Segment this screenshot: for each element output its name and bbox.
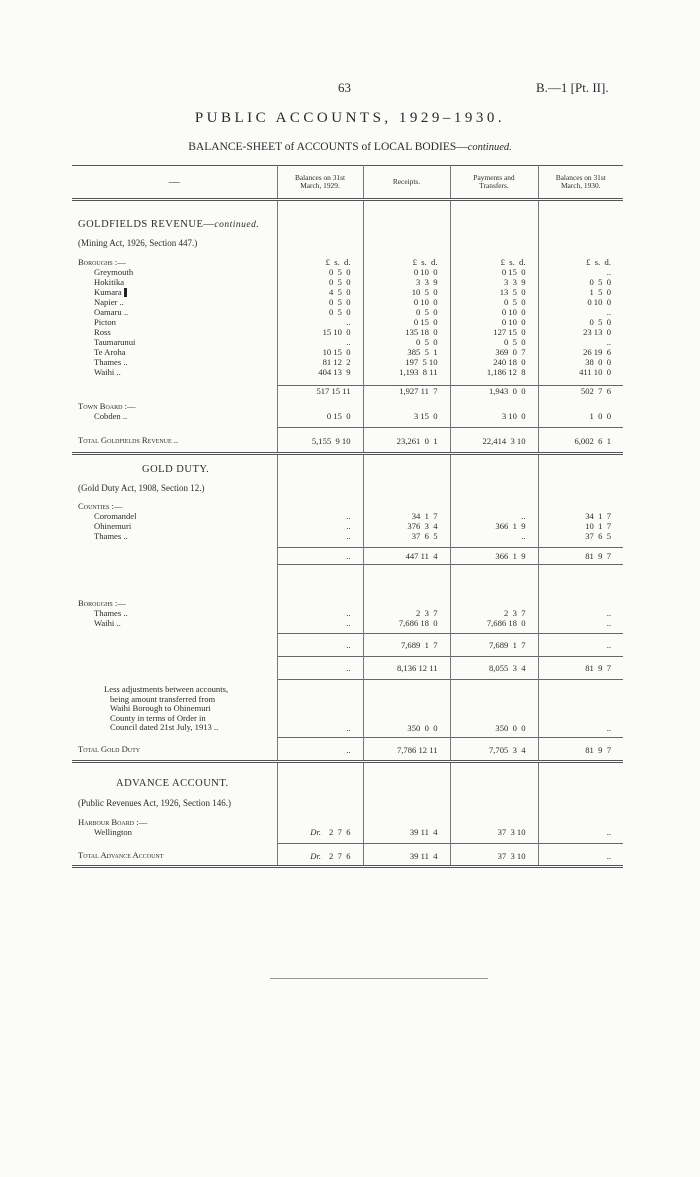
table-row [72,337,623,347]
amount-cell-2: 0 10 0 [363,267,450,277]
amount-cell-4: .. [606,618,611,629]
row-label [72,737,277,761]
amount-cell-2: 10 5 0 [363,287,450,298]
amount-cell-4: .. [538,633,623,656]
town-board-label: Town Board :— [72,401,277,411]
total-row [72,427,623,453]
amount-cell-3: 369 0 7 [450,347,538,357]
balance-sheet-table [72,165,623,868]
row-label [72,827,277,837]
adjustment-row [72,679,623,737]
table-row [72,357,623,367]
page-title: PUBLIC ACCOUNTS, 1929–1930. [194,110,506,126]
page-subtitle [0,141,700,153]
amount-cell-3: 240 18 0 [450,357,538,367]
row-label [72,347,277,357]
table-row [72,827,623,837]
advance-heading-row [72,779,623,789]
row-label [72,267,277,277]
row-label-text: Te Aroha [94,347,126,358]
adjustment-line: County in terms of Order in [110,712,206,723]
lsd-header: £ s. d. [363,257,450,267]
row-label-text: Ross [94,327,111,338]
amount-cell-1: .. [277,608,363,618]
amount-cell-3: 37 3 10 [450,843,538,866]
row-label-text: Total Gold Duty [78,744,141,754]
advance-act-row [72,798,623,808]
row-label-text: Napier .. [94,297,124,308]
amount-cell-4: 6,002 6 1 [538,427,623,453]
amount-cell-1: 0 5 0 [277,267,363,277]
amount-cell-2: 1,927 11 7 [363,385,450,397]
debit-prefix: Dr. [310,827,322,837]
table-row [72,367,623,377]
amount-value: 2 7 6 [329,827,351,837]
column-header-balances-1930: Balances on 31st March, 1930. [538,166,623,200]
goldfields-heading-continued: continued. [214,219,260,230]
amount-cell-1 [277,827,363,837]
amount-cell-4: 81 9 7 [538,656,623,679]
amount-cell-3: 13 5 0 [450,287,538,298]
amount-cell-1: .. [277,531,363,541]
table-row [72,531,623,541]
gold-duty-act-row [72,483,623,493]
amount-cell-3: .. [450,511,538,521]
row-label [72,287,277,298]
adjustment-line: Waihi Borough to Ohinemuri [110,703,211,714]
row-label [72,297,277,307]
lsd-header: £ s. d. [277,257,363,267]
row-label [72,843,277,866]
table-row [72,347,623,357]
counties-label-row [72,501,623,511]
table-row [72,267,623,277]
page-number: 63 [338,80,351,95]
amount-cell-1: .. [277,337,363,347]
amount-cell-4: 38 0 0 [585,357,611,368]
boroughs-label: Boroughs :— [72,257,277,267]
amount-cell-3: 37 3 10 [450,827,538,837]
amount-cell-1: .. [277,618,363,628]
document-reference: B.—1 [Pt. II]. [536,80,609,95]
adjustment-line: Less adjustments between accounts, [104,684,229,695]
amount-cell-2: 37 6 5 [363,531,450,541]
amount-cell-1: .. [277,656,363,679]
amount-cell-2: 0 15 0 [363,317,450,327]
column-header-payments: Payments and Transfers. [450,166,538,200]
amount-cell-4: .. [538,679,623,737]
amount-cell-3: 350 0 0 [450,679,538,737]
table-row [72,618,623,628]
gold-duty-boroughs-label-row [72,598,623,608]
table-row [72,411,623,421]
amount-cell-2: 350 0 0 [363,679,450,737]
table-row [72,317,623,327]
amount-cell-1: 5,155 9 10 [277,427,363,453]
row-label [72,327,277,337]
row-label [72,357,277,367]
amount-cell-2: 34 1 7 [363,511,450,521]
row-label-text: Waihi .. [94,367,121,378]
amount-cell-1 [277,843,363,866]
amount-cell-2: 3 3 9 [363,277,450,287]
column-header-receipts: Receipts. [363,166,450,200]
row-label [72,633,277,656]
amount-cell-4: 81 9 7 [538,547,623,564]
amount-cell-1: 4 5 0 [277,287,363,298]
table-row [72,608,623,618]
row-label [72,367,277,377]
amount-cell-3: 8,055 3 4 [450,656,538,679]
amount-cell-1: .. [277,521,363,531]
advance-act: (Public Revenues Act, 1926, Section 146.) [72,798,277,808]
amount-cell-4: 502 7 6 [538,385,623,397]
table-row [72,277,623,287]
amount-cell-2: 0 5 0 [363,337,450,347]
amount-cell-4: 26 19 6 [583,347,611,358]
amount-cell-4: .. [538,843,623,866]
amount-cell-3: 0 5 0 [450,337,538,347]
amount-cell-2: 0 5 0 [363,307,450,317]
row-label-text: Taumarunui [94,337,136,348]
row-label [72,656,277,679]
gold-duty-heading-row [72,465,623,475]
amount-cell-2: 3 15 0 [363,411,450,421]
row-label-text: Total Goldfields Revenue .. [78,435,179,446]
amount-cell-4: 0 10 0 [587,297,611,308]
row-label-text: Thames .. [94,608,128,619]
amount-cell-4: .. [606,608,611,619]
row-label [72,337,277,347]
table-row [72,307,623,317]
amount-cell-4: 1 0 0 [589,411,611,422]
amount-cell-3: 0 5 0 [450,297,538,307]
amount-cell-4: .. [606,307,611,318]
amount-cell-4: 0 5 0 [589,317,611,328]
amount-cell-1: .. [277,679,363,737]
amount-cell-2: 7,689 1 7 [363,633,450,656]
adjustment-line: Council dated 21st July, 1913 .. [110,722,219,733]
amount-cell-1: .. [277,633,363,656]
amount-cell-3: 366 1 9 [450,547,538,564]
goldfields-heading-text: GOLDFIELDS REVENUE— [78,218,215,230]
gold-duty-heading: GOLD DUTY. [72,465,277,475]
row-label [72,277,277,287]
amount-cell-2: 7,786 12 11 [363,737,450,761]
adjustment-line: being amount transferred from [110,693,216,704]
row-label [72,521,277,531]
amount-cell-4: 37 6 5 [585,531,611,542]
amount-cell-1: 0 5 0 [277,307,363,317]
amount-cell-3: .. [450,531,538,541]
amount-cell-4: 23 13 0 [583,327,611,338]
town-board-label-row [72,401,623,411]
amount-cell-2: 23,261 0 1 [363,427,450,453]
amount-cell-1: .. [277,737,363,761]
row-label-text: Waihi .. [94,618,121,629]
row-label-text: Total Advance Account [78,850,164,860]
amount-cell-1: .. [277,317,363,327]
goldfields-heading [72,220,277,230]
gold-duty-boroughs-label: Boroughs :— [72,598,277,608]
amount-cell-2: 8,136 12 11 [363,656,450,679]
adjustment-description [72,679,277,737]
column-header-balances-1929: Balances on 31st March, 1929. [277,166,363,200]
amount-cell-3: 1,186 12 8 [450,367,538,377]
row-label-text: Cobden .. [94,411,128,422]
harbour-board-label: Harbour Board :— [72,817,277,827]
amount-cell-2: 376 3 4 [363,521,450,531]
amount-cell-2: 39 11 4 [363,827,450,837]
amount-cell-1: .. [277,547,363,564]
amount-cell-2: 385 5 1 [363,347,450,357]
table-row [72,297,623,307]
subtotal-row [72,547,623,564]
debit-prefix: Dr. [310,850,322,861]
amount-cell-4: 411 10 0 [579,367,611,378]
amount-cell-1: 0 5 0 [277,277,363,287]
amount-cell-2: 2 3 7 [363,608,450,618]
table-row [72,287,623,298]
row-label-text: Thames .. [94,357,128,368]
goldfields-act: (Mining Act, 1926, Section 447.) [72,238,277,248]
amount-cell-4: .. [606,337,611,348]
amount-cell-1: 10 15 0 [277,347,363,357]
amount-cell-3: 7,705 3 4 [450,737,538,761]
amount-cell-4: 10 1 7 [585,521,611,532]
amount-cell-4: 0 5 0 [589,276,611,287]
amount-cell-3: 22,414 3 10 [450,427,538,453]
ink-mark [124,288,127,297]
row-label [72,307,277,317]
total-row [72,737,623,761]
subtotal-row [72,385,623,397]
row-label [72,531,277,541]
row-label-text: Hokitika [94,276,125,287]
table-row [72,327,623,337]
row-label-text: Coromandel [94,511,137,522]
lsd-header: £ s. d. [586,256,611,267]
amount-cell-2: 0 10 0 [363,297,450,307]
amount-cell-1: .. [277,511,363,521]
subtitle-continued: continued. [467,142,512,153]
row-label-text: Thames .. [94,531,128,542]
amount-cell-2: 39 11 4 [363,843,450,866]
amount-cell-4: 34 1 7 [585,511,611,522]
amount-cell-3: 2 3 7 [450,608,538,618]
row-label [72,385,277,397]
table-row [72,511,623,521]
harbour-board-label-row [72,817,623,827]
subtotal-row [72,633,623,656]
table-row [72,521,623,531]
amount-cell-3: 0 10 0 [450,307,538,317]
amount-cell-1: 0 15 0 [277,411,363,421]
amount-cell-3: 1,943 0 0 [450,385,538,397]
subtitle-main: BALANCE-SHEET of ACCOUNTS of LOCAL BODIES— [188,141,468,153]
amount-cell-3: 7,689 1 7 [450,633,538,656]
row-label [72,608,277,618]
amount-cell-4: .. [606,266,611,277]
row-label-text: Ohinemuri [94,521,132,532]
amount-cell-3: 127 15 0 [450,327,538,337]
amount-cell-3: 3 3 9 [450,277,538,287]
row-label [72,511,277,521]
column-header-description: — [72,166,277,200]
amount-cell-3: 7,686 18 0 [450,618,538,628]
amount-cell-3: 0 10 0 [450,317,538,327]
row-label-text: Oamaru .. [94,307,129,318]
row-label-text: Greymouth [94,266,134,277]
footer-rule [270,978,488,979]
amount-cell-4: .. [606,827,611,837]
amount-cell-2: 135 18 0 [363,327,450,337]
row-label-text: Wellington [94,827,132,837]
amount-cell-1: 404 13 9 [277,367,363,377]
amount-cell-1: 15 10 0 [277,327,363,337]
row-label-text: Kumara [94,286,122,297]
boroughs-label-row [72,257,623,267]
total-row [72,843,623,866]
amount-cell-1: 81 12 2 [277,357,363,367]
lsd-header: £ s. d. [450,257,538,267]
amount-cell-3: 0 15 0 [450,267,538,277]
amount-cell-2: 1,193 8 11 [363,367,450,377]
advance-heading: ADVANCE ACCOUNT. [72,779,277,789]
amount-cell-4: 81 9 7 [538,737,623,761]
row-label [72,411,277,421]
amount-cell-1: 517 15 11 [277,385,363,397]
amount-cell-3: 3 10 0 [450,411,538,421]
amount-cell-2: 7,686 18 0 [363,618,450,628]
combined-total-row [72,656,623,679]
counties-label: Counties :— [72,501,277,511]
row-label [72,618,277,628]
amount-value: 2 7 6 [329,850,351,861]
row-label [72,427,277,453]
table-header-row [72,166,623,200]
amount-cell-2: 197 5 10 [363,357,450,367]
row-label [72,317,277,327]
section-heading-row [72,220,623,230]
row-label-text: Picton [94,317,116,328]
row-label [72,547,277,564]
gold-duty-act: (Gold Duty Act, 1908, Section 12.) [72,483,277,493]
amount-cell-3: 366 1 9 [450,521,538,531]
amount-cell-2: 447 11 4 [363,547,450,564]
amount-cell-1: 0 5 0 [277,297,363,307]
amount-cell-4: 1 5 0 [589,286,611,297]
